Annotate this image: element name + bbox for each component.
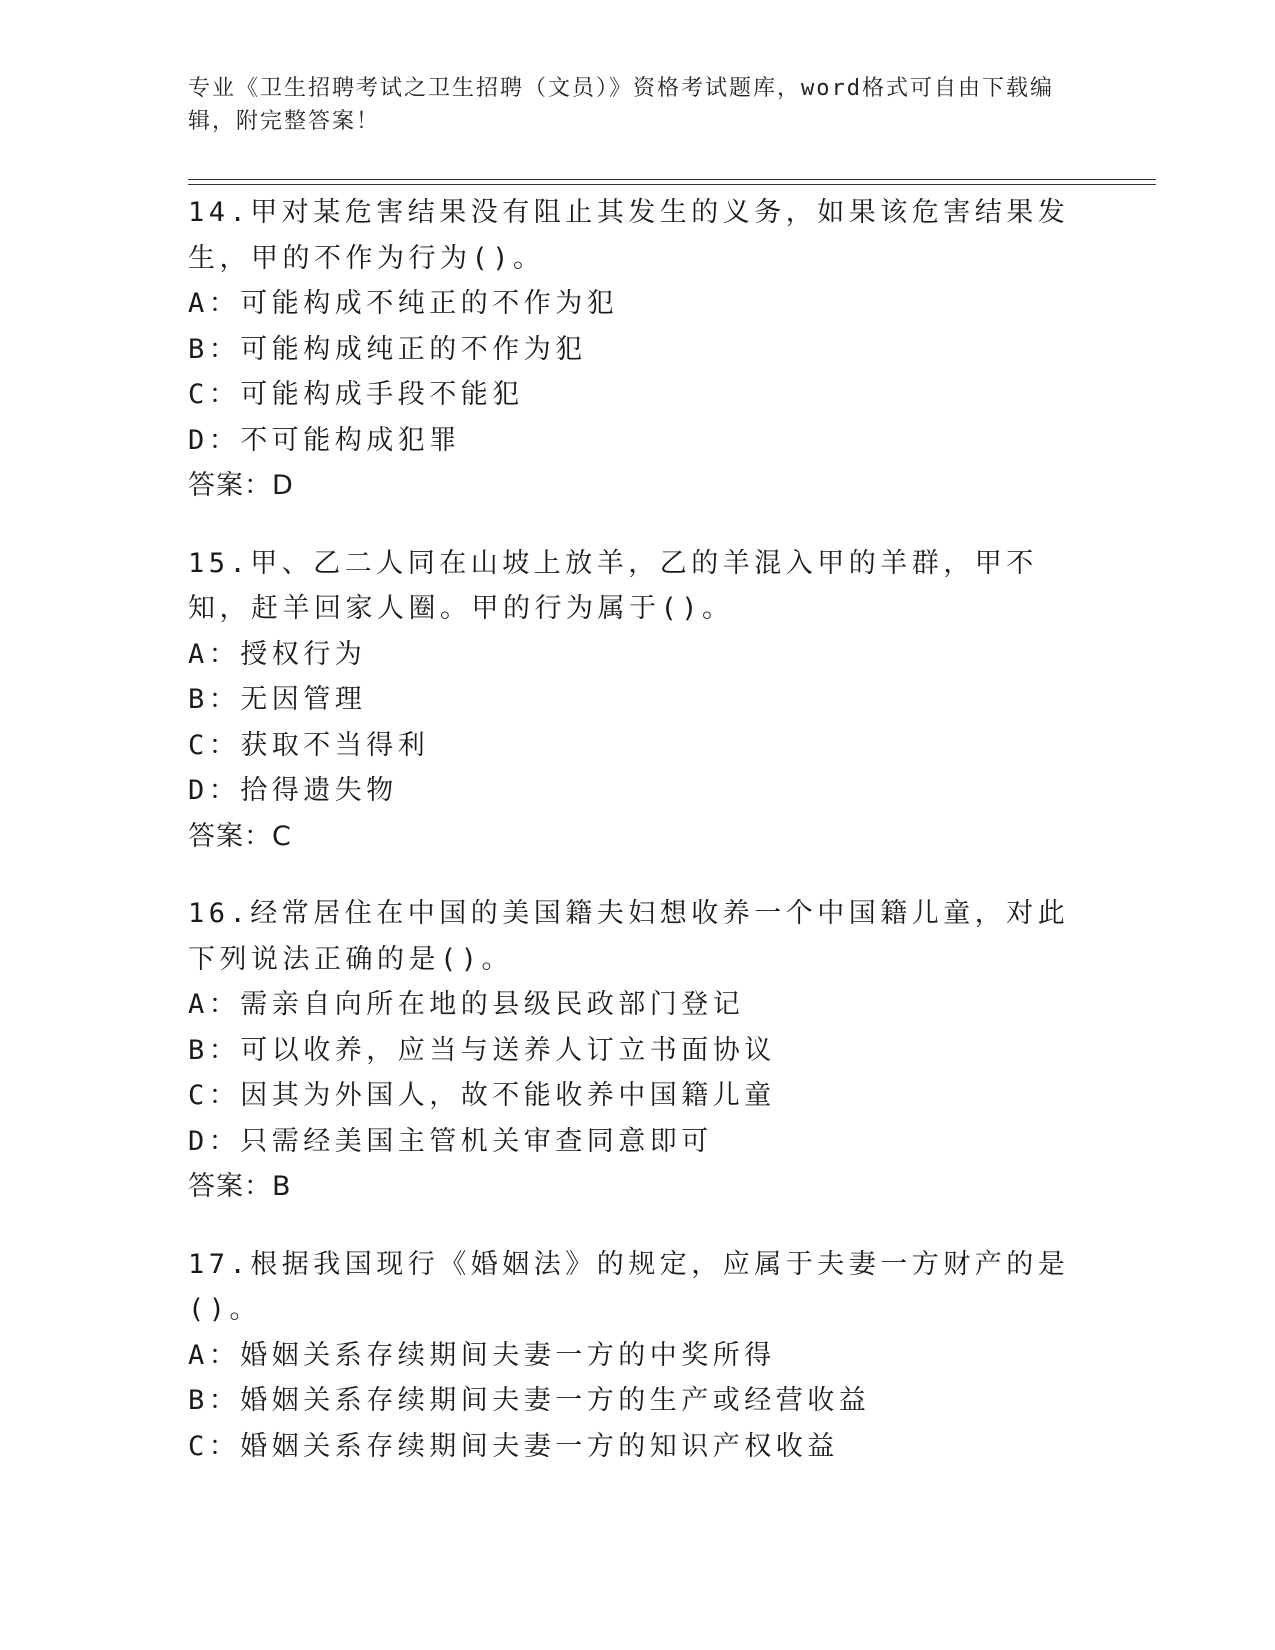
question-15 bbox=[188, 541, 1088, 860]
question-stem: 16.经常居住在中国的美国籍夫妇想收养一个中国籍儿童，对此下列说法正确的是()。 bbox=[188, 898, 1070, 975]
option-d: D：拾得遗失物 bbox=[188, 775, 398, 806]
option-a: A：需亲自向所在地的县级民政部门登记 bbox=[188, 989, 745, 1020]
question-stem: 15.甲、乙二人同在山坡上放羊，乙的羊混入甲的羊群，甲不知，赶羊回家人圈。甲的行为属于()。 bbox=[188, 547, 1038, 624]
option-c: C：获取不当得利 bbox=[188, 729, 430, 761]
option-c: C：可能构成手段不能犯 bbox=[188, 379, 524, 410]
answer-line: 答案：B bbox=[188, 1171, 292, 1202]
option-b: B：可能构成纯正的不作为犯 bbox=[188, 333, 587, 365]
question-14 bbox=[188, 190, 1088, 509]
option-b: B：无因管理 bbox=[188, 684, 367, 715]
question-17 bbox=[188, 1242, 1088, 1470]
option-a: A：婚姻关系存续期间夫妻一方的中奖所得 bbox=[188, 1339, 776, 1371]
option-a: A：可能构成不纯正的不作为犯 bbox=[188, 288, 619, 319]
answer-line: 答案：D bbox=[188, 470, 294, 501]
header-rule-bottom bbox=[188, 184, 1156, 185]
option-d: D：不可能构成犯罪 bbox=[188, 424, 461, 456]
question-16 bbox=[188, 891, 1088, 1210]
question-list bbox=[188, 190, 1088, 1501]
option-b: B：可以收养，应当与送养人订立书面协议 bbox=[188, 1034, 776, 1066]
option-a: A：授权行为 bbox=[188, 638, 367, 670]
answer-line: 答案：C bbox=[188, 820, 292, 852]
header-rule-top bbox=[188, 179, 1156, 180]
option-b: B：婚姻关系存续期间夫妻一方的生产或经营收益 bbox=[188, 1385, 871, 1416]
option-d: D：只需经美国主管机关审查同意即可 bbox=[188, 1125, 713, 1157]
question-stem: 14.甲对某危害结果没有阻止其发生的义务，如果该危害结果发生，甲的不作为行为()。 bbox=[188, 197, 1070, 274]
option-c: C：因其为外国人，故不能收养中国籍儿童 bbox=[188, 1080, 776, 1111]
option-c: C：婚姻关系存续期间夫妻一方的知识产权收益 bbox=[188, 1430, 839, 1462]
document-header: 专业《卫生招聘考试之卫生招聘（文员）》资格考试题库，word格式可自由下载编辑，附完整答案！ bbox=[188, 76, 1054, 134]
question-stem: 17.根据我国现行《婚姻法》的规定，应属于夫妻一方财产的是()。 bbox=[188, 1248, 1070, 1325]
